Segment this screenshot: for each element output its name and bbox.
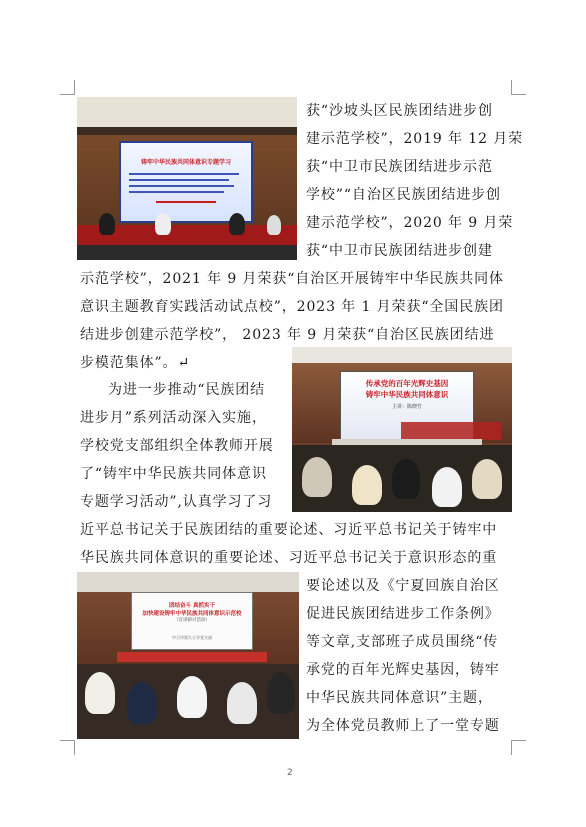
body-line: 要论述以及《宁夏回族自治区 — [306, 578, 500, 594]
body-line: 步模范集体”。↵ — [80, 355, 191, 371]
body-line: 示范学校”，2021 年 9 月荣获“自治区开展铸牢中华民族共同体 — [80, 271, 504, 287]
body-line: 专题学习活动”,认真学习了习 — [80, 494, 273, 510]
body-line: 意识主题教育实践活动试点校”，2023 年 1 月荣获“全国民族团 — [80, 299, 504, 315]
screen-line-3: （宣讲研讨活动） — [174, 618, 210, 623]
body-line: 近平总书记关于民族团结的重要论述、习近平总书记关于铸牢中 — [80, 522, 498, 538]
page-number: 2 — [287, 768, 293, 778]
crop-mark-top-right — [511, 80, 526, 95]
body-line: 学校”“自治区民族团结进步创 — [306, 187, 501, 203]
body-line: 学校党支部组织全体教师开展 — [80, 438, 274, 454]
screen-line-4: 中卫市第九小学党支部 — [172, 635, 212, 640]
screen-line-1: 传承党的百年光辉史基因 — [365, 379, 449, 388]
body-line: 了“铸牢中华民族共同体意识 — [80, 466, 267, 482]
body-line: 促进民族团结进步工作条例》 — [306, 606, 500, 622]
screen-line-2: 铸牢中华民族共同体意识 — [365, 390, 449, 399]
body-line: 中华民族共同体意识”主题， — [306, 690, 493, 706]
body-line: 建示范学校”，2019 年 12 月荣 — [306, 131, 524, 147]
body-line: 结进步创建示范学校”， 2023 年 9 月荣获“自治区民族团结进 — [80, 327, 495, 343]
projector-screen — [340, 371, 474, 443]
body-line: 为进一步推动“民族团结 — [108, 382, 266, 398]
body-line: 获“中卫市民族团结进步示范 — [306, 159, 493, 175]
projector-screen — [119, 141, 253, 223]
screen-line-3: 主讲：陈晓竹 — [391, 404, 422, 410]
photo-meeting-room-2 — [292, 347, 512, 512]
projector-screen — [131, 592, 253, 650]
crop-mark-bottom-left — [60, 740, 75, 755]
body-line: 建示范学校”，2020 年 9 月荣 — [306, 215, 514, 231]
body-line: 等文章,支部班子成员围绕“传 — [306, 634, 499, 650]
screen-line-1: 团结奋斗 真抓实干 — [169, 603, 215, 609]
body-line: 获“中卫市民族团结进步创建 — [306, 243, 493, 259]
body-line: 华民族共同体意识的重要论述、习近平总书记关于意识形态的重 — [80, 550, 498, 566]
body-line: 承党的百年光辉史基因，铸牢 — [306, 662, 500, 678]
body-line: 进步月”系列活动深入实施， — [80, 410, 267, 426]
crop-mark-top-left — [60, 80, 75, 95]
crop-mark-bottom-right — [511, 740, 526, 755]
body-line: 获“沙坡头区民族团结进步创 — [306, 103, 493, 119]
body-line: 为全体党员教师上了一堂专题 — [306, 718, 500, 734]
screen-line-2: 加快建设铸牢中华民族共同体意识示范校 — [142, 611, 242, 617]
photo-meeting-room-1 — [77, 97, 297, 260]
photo-meeting-room-3 — [77, 572, 299, 739]
screen-title: 铸牢中华民族共同体意识专题学习 — [140, 159, 231, 166]
